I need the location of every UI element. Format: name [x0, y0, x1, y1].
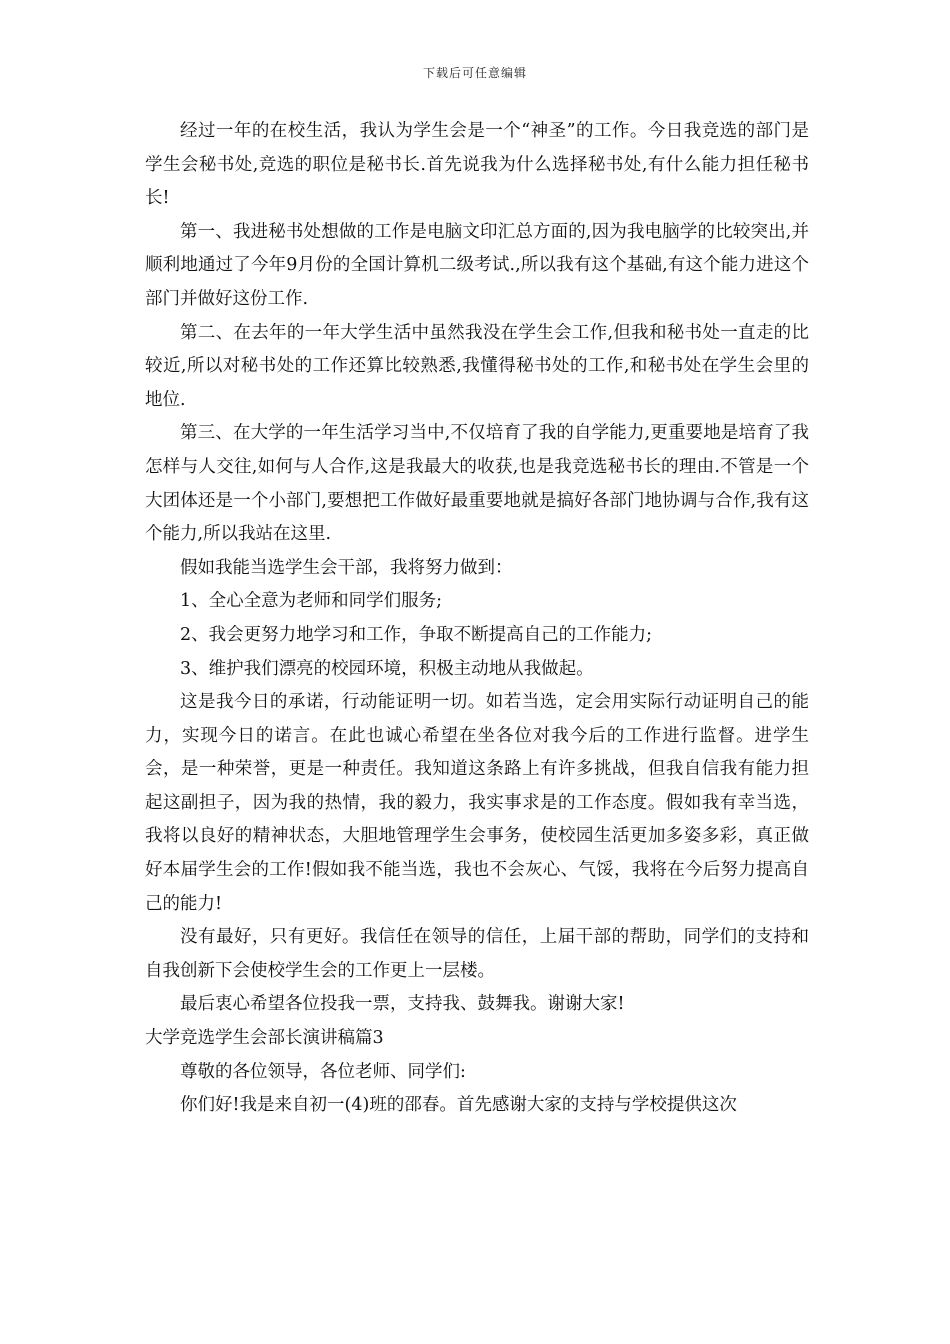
paragraph: 假如我能当选学生会干部，我将努力做到： — [180, 557, 513, 578]
paragraph: 你们好!我是来自初一(4)班的邵春。首先感谢大家的支持与学校提供这次 — [180, 1095, 737, 1116]
list-item: 1、全心全意为老师和同学们服务; — [180, 591, 443, 612]
list-item: 2、我会更努力地学习和工作，争取不断提高自己的工作能力; — [180, 624, 653, 645]
paragraph: 经过一年的在校生活，我认为学生会是一个“神圣”的工作。今日我竞选的部门是学生会秘书处,竞选的职位是秘书长.首先说我为什么选择秘书处,有什么能力担任秘书长! — [145, 121, 809, 209]
paragraph: 第二、在去年的一年大学生活中虽然我没在学生会工作,但我和秘书处一直走的比较近,所以对秘书处的工作还算比较熟悉,我懂得秘书处的工作,和秘书处在学生会里的地位. — [145, 322, 809, 410]
document-body — [145, 115, 809, 1123]
paragraph: 第一、我进秘书处想做的工作是电脑文印汇总方面的,因为我电脑学的比较突出,并顺利地通过了今年9月份的全国计算机二级考试.,所以我有这个基础,有这个能力进这个部门并做好这份工作. — [145, 221, 809, 309]
list-item: 3、维护我们漂亮的校园环境，积极主动地从我做起。 — [180, 658, 594, 679]
salutation: 尊敬的各位领导，各位老师、同学们: — [180, 1061, 466, 1082]
paragraph: 没有最好，只有更好。我信任在领导的信任，上届干部的帮助，同学们的支持和自我创新下会使校学生会的工作更上一层楼。 — [145, 927, 809, 981]
paragraph: 最后衷心希望各位投我一票，支持我、鼓舞我。谢谢大家! — [180, 994, 625, 1015]
section-heading: 大学竞选学生会部长演讲稿篇3 — [145, 1028, 384, 1049]
paragraph: 第三、在大学的一年生活学习当中,不仅培育了我的自学能力,更重要地是培育了我怎样与人交往,如何与人合作,这是我最大的收获,也是我竞选秘书长的理由.不管是一个大团体还是一个小部门,要想把工作做好最重要地就是搞好各部门地协调与合作,我有这个能力,所以我站在这里. — [145, 423, 809, 545]
paragraph: 这是我今日的承诺，行动能证明一切。如若当选，定会用实际行动证明自己的能力，实现今日的诺言。在此也诚心希望在坐各位对我今后的工作进行监督。进学生会，是一种荣誉，更是一种责任。我知道这条路上有许多挑战，但我自信我有能力担起这副担子，因为我的热情，我的毅力，我实事求是的工作态度。假如我有幸当选，我将以良好的精神状态，大胆地管理学生会事务，使校园生活更加多姿多彩，真正做好本届学生会的工作!假如我不能当选，我也不会灰心、气馁，我将在今后努力提高自己的能力! — [145, 692, 809, 914]
page-header: 下载后可任意编辑 — [422, 66, 527, 80]
